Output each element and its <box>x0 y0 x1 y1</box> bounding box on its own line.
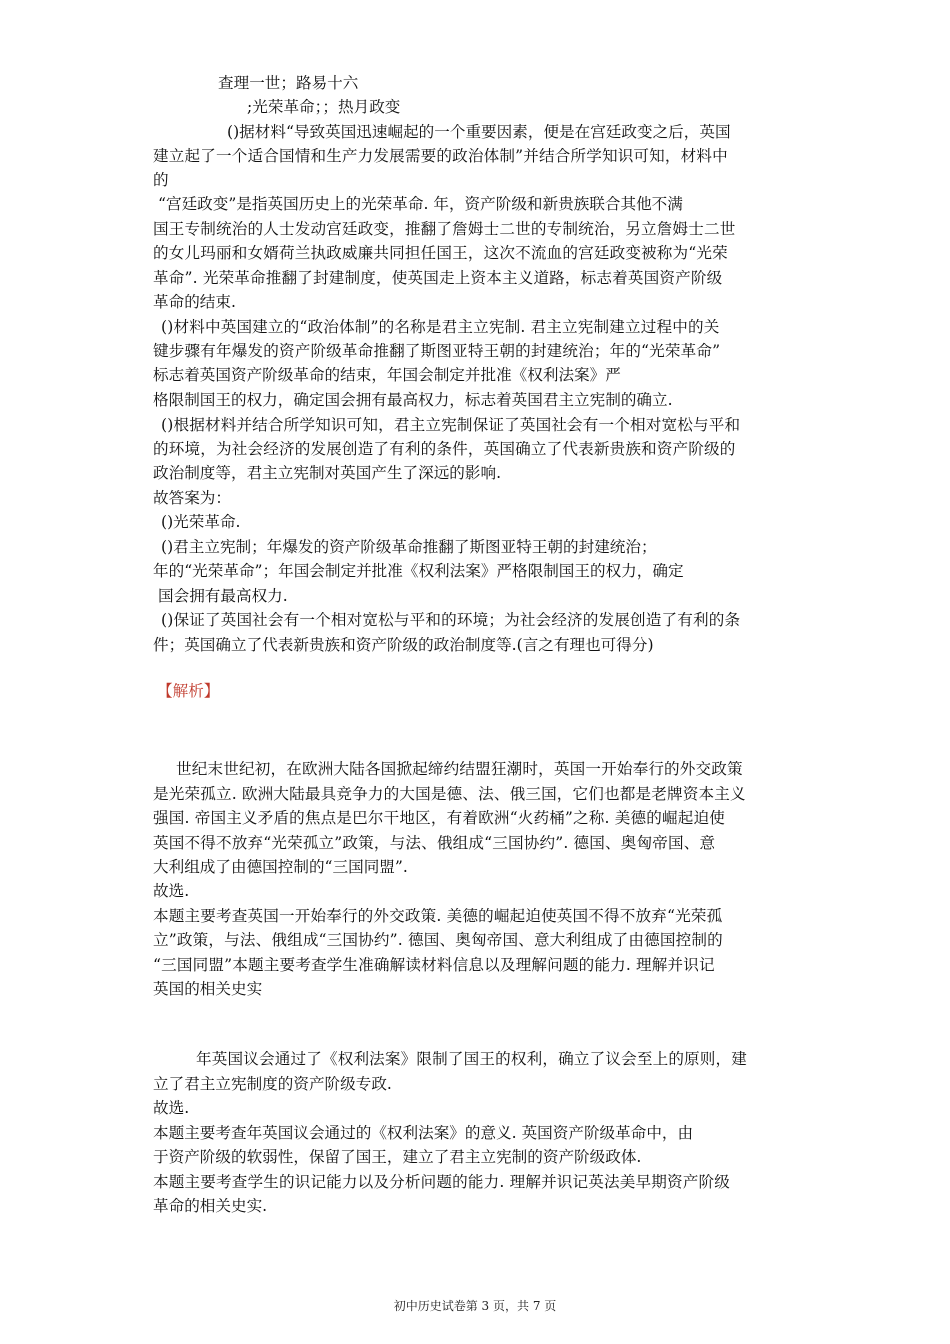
text-line: 革命的相关史实. <box>153 1197 268 1215</box>
text-line: ()光荣革命. <box>161 513 241 531</box>
text-line: 键步骤有年爆发的资产阶级革命推翻了斯图亚特王朝的封建统治；年的“光荣革命” <box>153 342 721 360</box>
text-line: 世纪末世纪初，在欧洲大陆各国掀起缔约结盟狂潮时，英国一开始奉行的外交政策 <box>176 760 743 778</box>
text-line: 政治制度等，君主立宪制对英国产生了深远的影响. <box>153 464 502 482</box>
text-line: “三国同盟”本题主要考查学生准确解读材料信息以及理解问题的能力. 理解并识记 <box>153 956 715 974</box>
text-line: 本题主要考查英国一开始奉行的外交政策. 美德的崛起迫使英国不得不放弃“光荣孤 <box>153 907 723 925</box>
text-line: 强国. 帝国主义矛盾的焦点是巴尔干地区，有着欧洲“火药桶”之称. 美德的崛起迫使 <box>153 809 725 827</box>
text-line: 的环境，为社会经济的发展创造了有利的条件，英国确立了代表新贵族和资产阶级的 <box>153 440 736 458</box>
text-line: 于资产阶级的软弱性，保留了国王，建立了君主立宪制的资产阶级政体. <box>153 1148 642 1166</box>
text-line: 格限制国王的权力，确定国会拥有最高权力，标志着英国君主立宪制的确立. <box>153 391 673 409</box>
page-footer: 初中历史试卷第 3 页，共 7 页 <box>393 1299 557 1313</box>
text-line: 建立起了一个适合国情和生产力发展需要的政治体制”并结合所学知识可知，材料中 <box>153 147 728 165</box>
text-line: 是光荣孤立. 欧洲大陆最具竞争力的大国是德、法、俄三国，它们也都是老牌资本主义 <box>153 785 746 803</box>
text-line: ()君主立宪制；年爆发的资产阶级革命推翻了斯图亚特王朝的封建统治； <box>161 538 657 556</box>
text-line: 的 <box>153 171 169 189</box>
text-line: 英国不得不放弃“光荣孤立”政策，与法、俄组成“三国协约”. 德国、奥匈帝国、意 <box>153 834 716 852</box>
text-line: 件；英国确立了代表新贵族和资产阶级的政治制度等.(言之有理也可得分) <box>153 636 654 654</box>
text-line: “宫廷政变”是指英国历史上的光荣革命. 年，资产阶级和新贵族联合其他不满 <box>158 195 683 213</box>
text-line: 故选. <box>153 1099 190 1117</box>
text-line: 的女儿玛丽和女婿荷兰执政威廉共同担任国王，这次不流血的宫廷政变被称为“光荣 <box>153 244 728 262</box>
text-line: 本题主要考查年英国议会通过的《权利法案》的意义. 英国资产阶级革命中，由 <box>153 1124 694 1142</box>
text-line: 年英国议会通过了《权利法案》限制了国王的权利，确立了议会至上的原则，建 <box>196 1050 748 1068</box>
text-line: ;光荣革命；；热月政变 <box>247 98 401 116</box>
text-line: 国王专制统治的人士发动宫廷政变，推翻了詹姆士二世的专制统治，另立詹姆士二世 <box>153 220 736 238</box>
analysis-heading: 【解析】 <box>157 682 220 700</box>
text-line: 立了君主立宪制度的资产阶级专政. <box>153 1075 392 1093</box>
text-line: ()根据材料并结合所学知识可知，君主立宪制保证了英国社会有一个相对宽松与平和 <box>161 416 741 434</box>
text-line: 查理一世；路易十六 <box>218 74 359 92</box>
text-line: 国会拥有最高权力. <box>158 587 288 605</box>
text-line: ()材料中英国建立的“政治体制”的名称是君主立宪制. 君主立宪制建立过程中的关 <box>161 318 720 336</box>
text-line: 故答案为： <box>153 489 231 507</box>
text-line: 本题主要考查学生的识记能力以及分析问题的能力. 理解并识记英法美早期资产阶级 <box>153 1173 730 1191</box>
text-line: ()据材料“导致英国迅速崛起的一个重要因素，便是在宫廷政变之后，英国 <box>227 123 731 141</box>
text-line: 故选. <box>153 882 190 900</box>
text-line: 革命”. 光荣革命推翻了封建制度，使英国走上资本主义道路，标志着英国资产阶级 <box>153 269 723 287</box>
text-line: 年的“光荣革命”；年国会制定并批准《权利法案》严格限制国王的权力，确定 <box>153 562 684 580</box>
text-line: 立”政策，与法、俄组成“三国协约”. 德国、奥匈帝国、意大利组成了由德国控制的 <box>153 931 723 949</box>
text-line: 英国的相关史实 <box>153 980 263 998</box>
text-line: 标志着英国资产阶级革命的结束，年国会制定并批准《权利法案》严 <box>153 366 621 384</box>
text-line: ()保证了英国社会有一个相对宽松与平和的环境；为社会经济的发展创造了有利的条 <box>161 611 741 629</box>
text-line: 大利组成了由德国控制的“三国同盟”. <box>153 858 408 876</box>
text-line: 革命的结束. <box>153 293 236 311</box>
